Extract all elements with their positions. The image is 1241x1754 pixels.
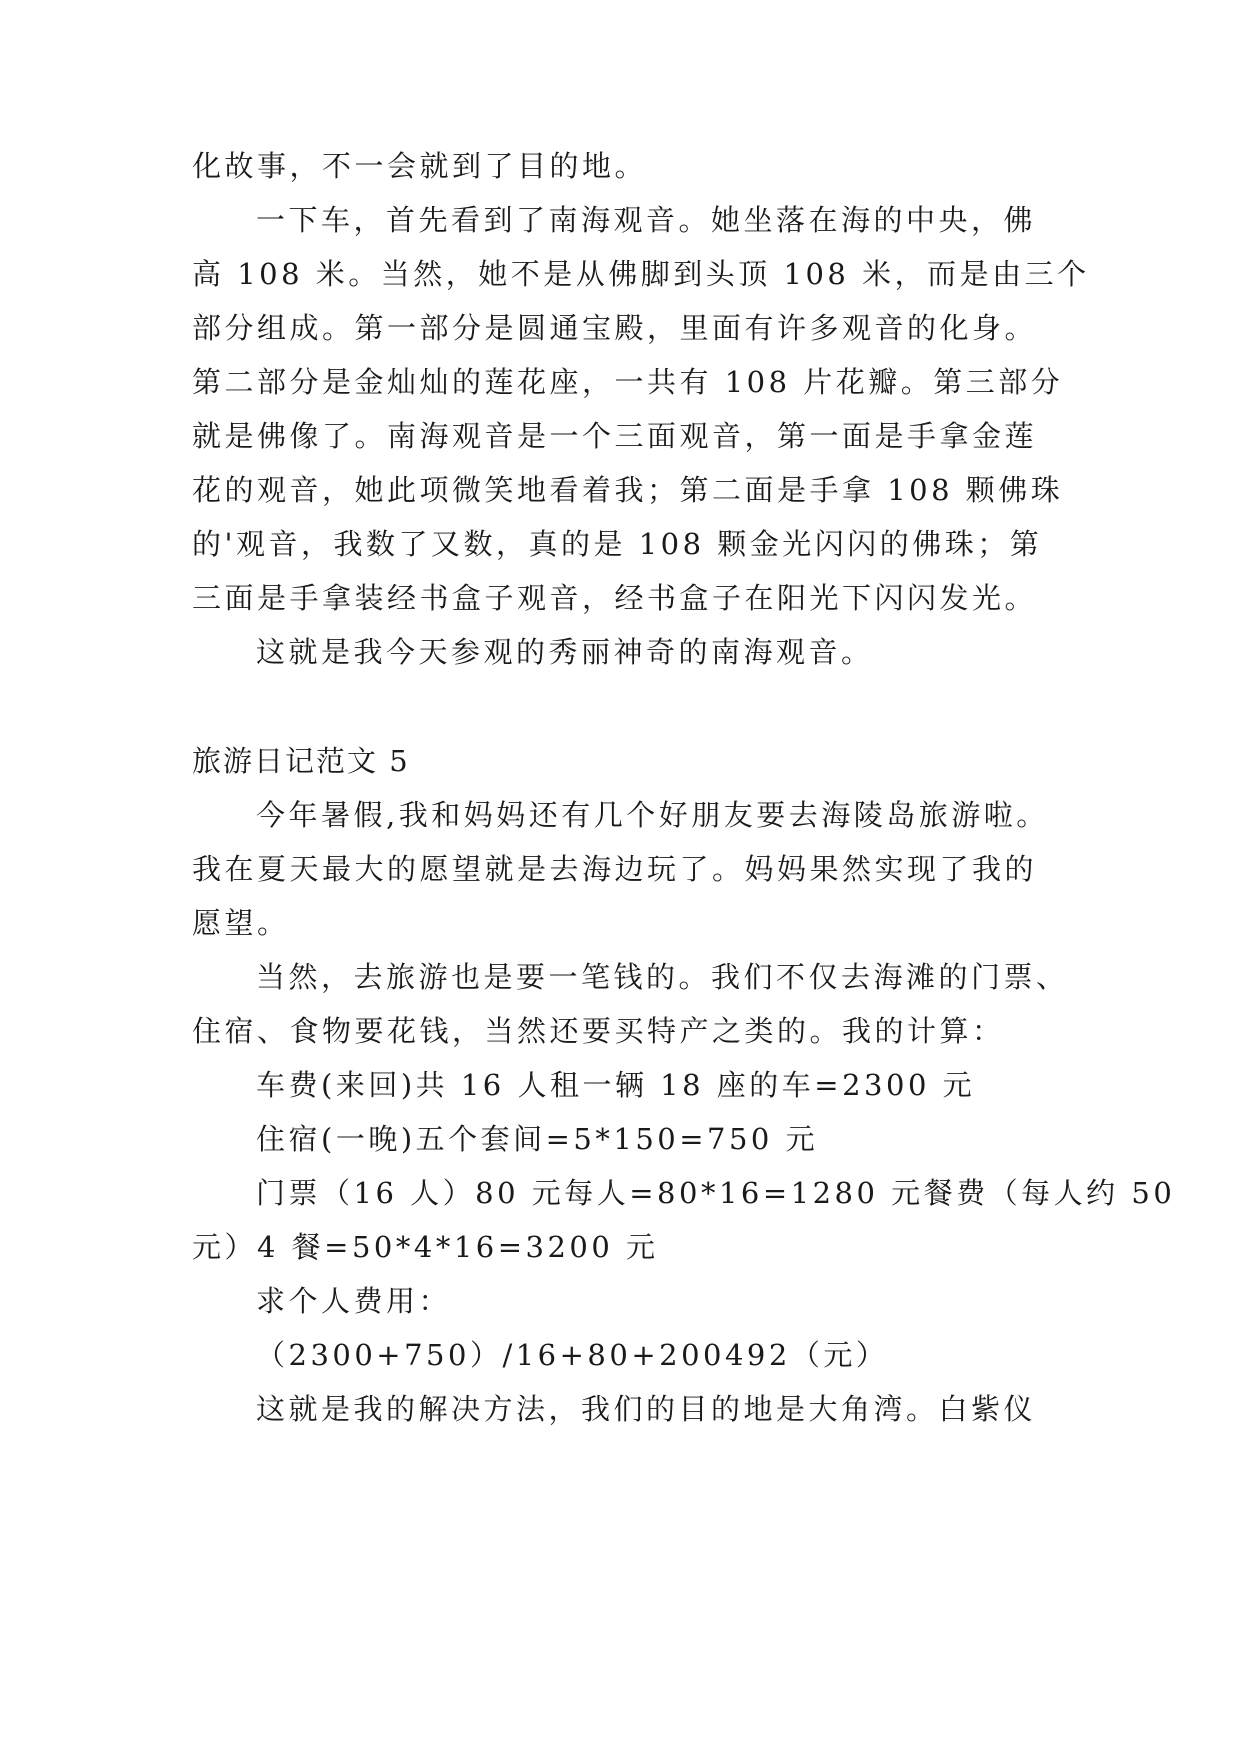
paragraph-line: 今年暑假,我和妈妈还有几个好朋友要去海陵岛旅游啦。: [256, 798, 1049, 832]
paragraph-line: 一下车，首先看到了南海观音。她坐落在海的中央，佛: [256, 203, 1037, 237]
paragraph-line: 元）4 餐=50*4*16=3200 元: [192, 1230, 659, 1264]
paragraph-line: 车费(来回)共 16 人租一辆 18 座的车=2300 元: [256, 1068, 976, 1102]
paragraph-line: 愿望。: [192, 906, 290, 940]
paragraph-line: 三面是手拿装经书盒子观音，经书盒子在阳光下闪闪发光。: [192, 581, 1038, 615]
section-heading: 旅游日记范文 5: [192, 744, 410, 778]
paragraph-line: 住宿(一晚)五个套间=5*150=750 元: [256, 1122, 819, 1156]
paragraph-line: 化故事，不一会就到了目的地。: [192, 149, 648, 183]
paragraph-line: 门票（16 人）80 元每人=80*16=1280 元餐费（每人约 50: [256, 1176, 1176, 1210]
paragraph-line: （2300+750）/16+80+200492（元）: [256, 1338, 889, 1372]
paragraph-line: 部分组成。第一部分是圆通宝殿，里面有许多观音的化身。: [192, 311, 1038, 345]
paragraph-line: 的'观音，我数了又数，真的是 108 颗金光闪闪的佛珠；第: [192, 527, 1043, 561]
paragraph-line: 我在夏天最大的愿望就是去海边玩了。妈妈果然实现了我的: [192, 852, 1038, 886]
paragraph-line: 住宿、食物要花钱，当然还要买特产之类的。我的计算：: [192, 1014, 1005, 1048]
paragraph-line: 这就是我的解决方法，我们的目的地是大角湾。白紫仪: [256, 1392, 1037, 1426]
paragraph-line: 这就是我今天参观的秀丽神奇的南海观音。: [256, 635, 874, 669]
paragraph-line: 花的观音，她此项微笑地看着我；第二面是手拿 108 颗佛珠: [192, 473, 1064, 507]
paragraph-line: 求个人费用：: [256, 1284, 452, 1318]
paragraph-line: 当然，去旅游也是要一笔钱的。我们不仅去海滩的门票、: [256, 960, 1069, 994]
paragraph-line: 第二部分是金灿灿的莲花座，一共有 108 片花瓣。第三部分: [192, 365, 1064, 399]
paragraph-line: 高 108 米。当然，她不是从佛脚到头顶 108 米，而是由三个: [192, 257, 1090, 291]
paragraph-line: 就是佛像了。南海观音是一个三面观音，第一面是手拿金莲: [192, 419, 1038, 453]
